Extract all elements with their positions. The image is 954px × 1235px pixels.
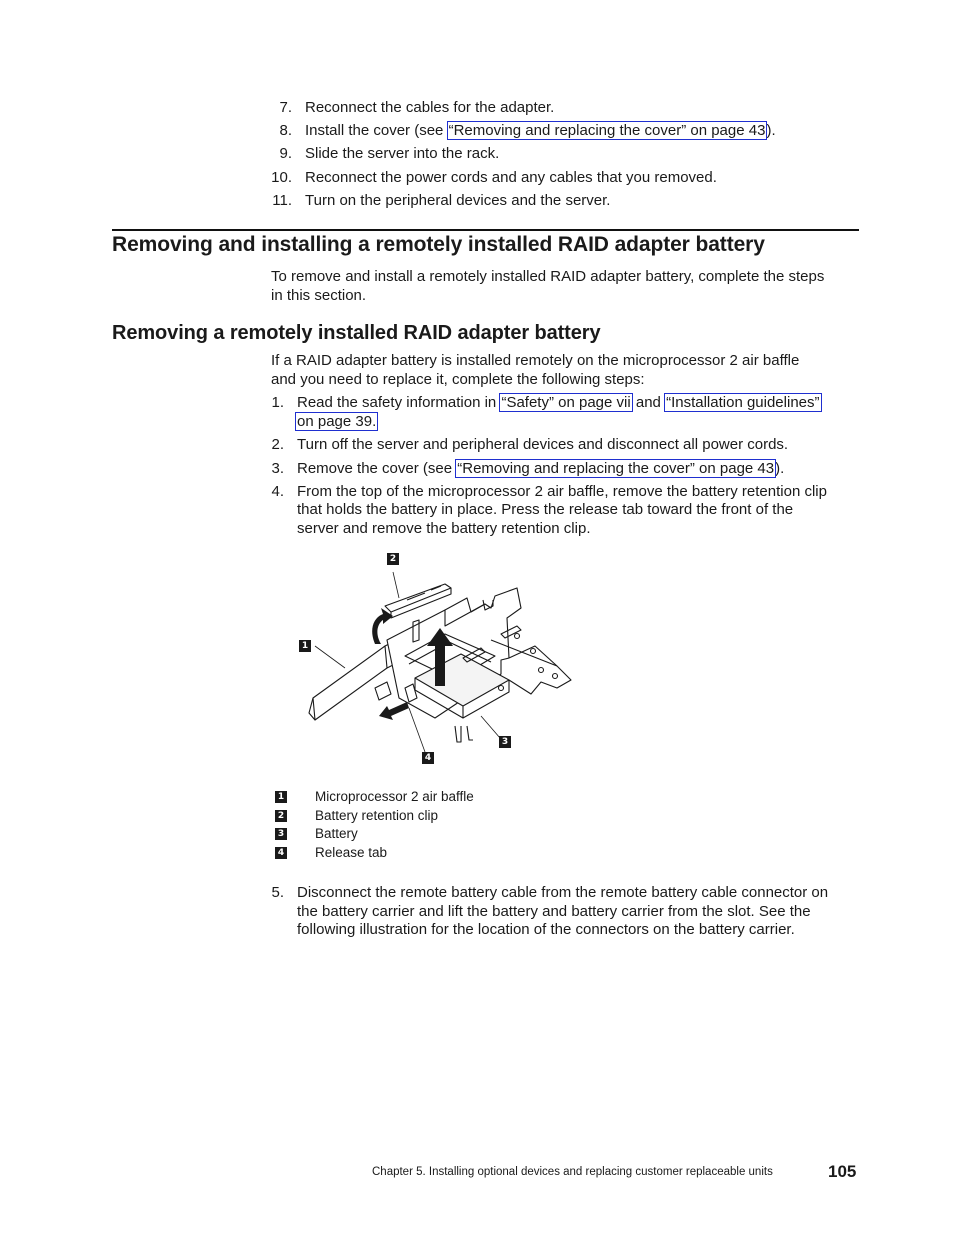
step-text-line: that holds the battery in place. Press the release tab toward the front of the bbox=[297, 501, 794, 518]
safety-link[interactable]: “Safety” on page vii bbox=[501, 394, 631, 411]
step-text-line: the battery carrier and lift the battery and battery carrier from the slot. See the bbox=[297, 903, 811, 920]
step-number: 11. bbox=[272, 192, 292, 209]
step-text-line: server and remove the battery retention clip. bbox=[297, 520, 591, 537]
step-number: 1. bbox=[271, 394, 284, 411]
step-text: Turn on the peripheral devices and the server. bbox=[305, 192, 611, 209]
step-text-part: ). bbox=[766, 122, 776, 139]
battery-removal-illustration bbox=[295, 548, 585, 773]
figure-callout-4: 4 bbox=[422, 752, 434, 764]
step-text: Slide the server into the rack. bbox=[305, 145, 500, 162]
legend-callout: 2 bbox=[275, 810, 287, 822]
step-text bbox=[296, 413, 377, 432]
subsection-intro-line: and you need to replace it, complete the following steps: bbox=[271, 371, 645, 388]
step-number: 2. bbox=[271, 436, 284, 453]
section-intro-line: To remove and install a remotely installed RAID adapter battery, complete the steps bbox=[271, 268, 825, 285]
removing-cover-link[interactable]: “Removing and replacing the cover” on page 43 bbox=[457, 460, 775, 477]
step-text-line: From the top of the microprocessor 2 air baffle, remove the battery retention clip bbox=[297, 483, 827, 500]
legend-label: Battery retention clip bbox=[315, 808, 439, 823]
legend-label: Battery bbox=[315, 826, 358, 841]
step-text-part: and bbox=[631, 394, 666, 411]
figure-callout-3: 3 bbox=[499, 736, 511, 748]
installation-guidelines-link-cont[interactable]: on page 39. bbox=[297, 413, 377, 430]
legend-label: Microprocessor 2 air baffle bbox=[315, 789, 474, 804]
release-tab-shape bbox=[375, 682, 391, 700]
step-text-part: Install the cover (see bbox=[305, 122, 448, 139]
section-intro-line: in this section. bbox=[271, 287, 367, 304]
legend-callout: 1 bbox=[275, 791, 287, 803]
figure-callout-2: 2 bbox=[387, 553, 399, 565]
subsection-intro-line: If a RAID adapter battery is installed remotely on the microprocessor 2 air baffle bbox=[271, 352, 800, 369]
step-number: 4. bbox=[271, 483, 284, 500]
step-number: 10. bbox=[271, 169, 292, 186]
step-number: 3. bbox=[271, 460, 284, 477]
removing-cover-link[interactable]: “Removing and replacing the cover” on page 43 bbox=[448, 122, 766, 139]
step-text: Turn off the server and peripheral devices and disconnect all power cords. bbox=[297, 436, 789, 453]
section-heading: Removing and installing a remotely installed RAID adapter battery bbox=[112, 233, 765, 256]
step-text-part: Remove the cover (see bbox=[297, 460, 457, 477]
step-text bbox=[297, 394, 821, 413]
figure-callout-1: 1 bbox=[299, 640, 311, 652]
step-text-part: ). bbox=[775, 460, 785, 477]
step-text bbox=[297, 460, 784, 479]
air-baffle-shape bbox=[313, 646, 387, 720]
step-text: Reconnect the cables for the adapter. bbox=[305, 99, 555, 116]
footer-chapter: Chapter 5. Installing optional devices and replacing customer replaceable units bbox=[372, 1166, 773, 1178]
step-number: 5. bbox=[271, 884, 284, 901]
step-text: Reconnect the power cords and any cables that you removed. bbox=[305, 169, 717, 186]
step-text bbox=[305, 122, 776, 141]
section-rule bbox=[112, 229, 859, 231]
step-text-line: following illustration for the location of the connectors on the battery carrier. bbox=[297, 921, 795, 938]
legend-callout: 3 bbox=[275, 828, 287, 840]
subsection-heading: Removing a remotely installed RAID adapter battery bbox=[112, 322, 601, 344]
legend-callout: 4 bbox=[275, 847, 287, 859]
step-number: 9. bbox=[279, 145, 292, 162]
step-text-line: Disconnect the remote battery cable from the remote battery cable connector on bbox=[297, 884, 829, 901]
step-number: 7. bbox=[279, 99, 292, 116]
step-text-part: Read the safety information in bbox=[297, 394, 501, 411]
installation-guidelines-link[interactable]: “Installation guidelines” bbox=[666, 394, 820, 411]
page-number: 105 bbox=[828, 1162, 857, 1181]
step-number: 8. bbox=[279, 122, 292, 139]
legend-label: Release tab bbox=[315, 845, 388, 860]
push-arrow-icon bbox=[379, 702, 409, 720]
